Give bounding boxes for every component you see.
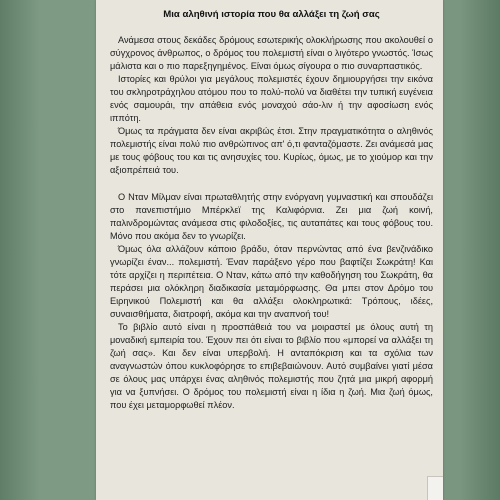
paragraph-2: Ιστορίες και θρύλοι για μεγάλους πολεμιστές έχουν δημιουργήσει την εικόνα του σκληροτράχηλου ατόμου που το πολύ-πολύ να διαθέτει την τυπική ευγένεια ενός σαμουράι, την απάθεια ενός μοναχού σάο-λιν ή την αφοσίωση ενός ιππότη.: [110, 74, 433, 123]
paragraph-1: Ανάμεσα στους δεκάδες δρόμους εσωτερικής ολοκλήρωσης που ακολουθεί ο σύγχρονος άνθρωπος, ο δρόμος του πολεμιστή είναι ο λιγότερο γνωστός. Ίσως μάλιστα και ο πιο παρεξηγημένος. Είναι όμως σίγουρα ο πιο συναρπαστικός.: [110, 35, 433, 71]
paragraph-6: Το βιβλίο αυτό είναι η προσπάθειά του να μοιραστεί με όλους αυτή τη μοναδική εμπειρία του. Έχουν πει ότι είναι το βιβλίο που «μπορεί να αλλάξει τη ζωή σας». Και δεν είναι υπερβολή. Η ανταπόκριση και τα σχόλια των αναγνωστών όπου κυκλοφόρησε το επιβεβαιώνουν. Αυτό συμβαίνει γιατί μέσα σε όλους μας υπάρχει ένας αληθινός πολεμιστής που ζητά μια μικρή αφορμή για να ξυπνήσει. Ο δρόμος του πολεμιστή είναι η ίδια η ζωή. Μια ζωή όμως, που έχει μεταμορφωθεί πλέον.: [110, 322, 433, 410]
paragraph-4: Ο Νταν Μίλμαν είναι πρωταθλητής στην ενόργανη γυμναστική και σπουδάζει στο πανεπιστήμιο Μπέρκλεϊ της Καλιφόρνια. Ζει μια ζωή κοινή, παλινδρομώντας ανάμεσα στις φιλοδοξίες, τις αυταπάτες και τους φόβους του. Μόνο που ακόμα δεν το γνωρίζει.: [110, 192, 433, 241]
paragraph-5: Όμως όλα αλλάζουν κάποιο βράδυ, όταν περνώντας από ένα βενζινάδικο γνωρίζει έναν... πολεμιστή. Έναν παράξενο γέρο που βαφτίζει Σωκράτη! Και τότε αρχίζει η περιπέτεια. Ο Νταν, κάτω από την καθοδήγηση του Σωκράτη, θα περάσει μια ολόκληρη διαδικασία μεταμόρφωσης. Θα μπει στον Δρόμο του Ειρηνικού Πολεμιστή και θα αλλάξει ολοκληρωτικά: Τρόπους, ιδέες, συναισθήματα, διατροφή, ακόμα και την αναπνοή του!: [110, 244, 433, 319]
price-sticker: [427, 476, 443, 500]
text-panel: [96, 0, 443, 500]
blurb-text: [110, 0, 433, 412]
paragraph-3: Όμως τα πράγματα δεν είναι ακριβώς έτσι. Στην πραγματικότητα ο αληθινός πολεμιστής είναι πολύ πιο ανθρώπινος απ' ό,τι φανταζόμαστε. Ζει ανάμεσά μας με τους φόβους του και τις ανησυχίες του. Κυρίως, όμως, με το χιούμορ και την αξιοπρέπειά του.: [110, 126, 433, 175]
blurb-title: Μια αληθινή ιστορία που θα αλλάξει τη ζωή σας: [163, 9, 380, 20]
section-gap: [110, 177, 433, 191]
